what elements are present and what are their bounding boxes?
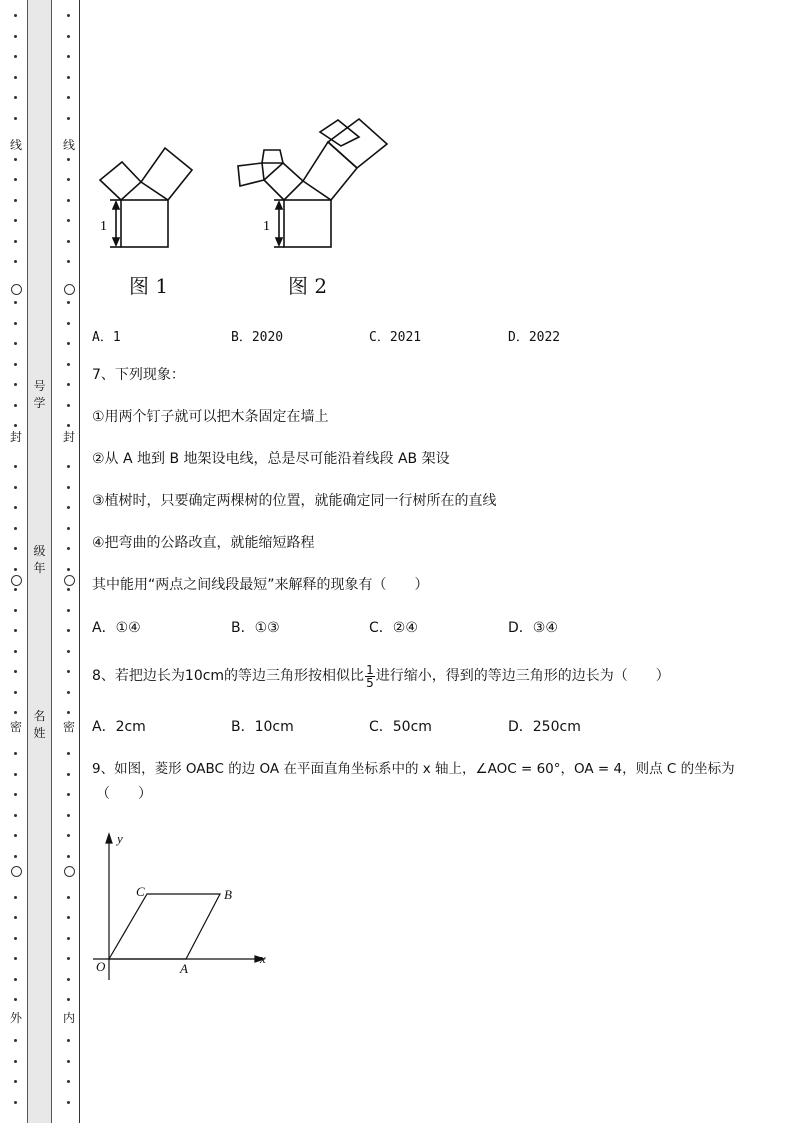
seal-dot xyxy=(14,260,17,263)
side-length-label-2: 1 xyxy=(263,219,270,234)
seal-dot xyxy=(14,957,17,960)
seal-dot xyxy=(67,76,70,79)
seal-dot xyxy=(67,547,70,550)
seal-dot xyxy=(14,55,17,58)
seal-dot xyxy=(14,568,17,571)
seal-dot xyxy=(67,486,70,489)
side-length-label-1: 1 xyxy=(100,219,107,234)
seal-dot xyxy=(14,1039,17,1042)
seal-dot xyxy=(14,691,17,694)
seal-dot xyxy=(67,178,70,181)
seal-dot xyxy=(67,55,70,58)
seal-dot xyxy=(14,609,17,612)
seal-dot xyxy=(67,609,70,612)
seal-dot xyxy=(14,855,17,858)
seal-dot xyxy=(14,752,17,755)
q8-option-b[interactable]: B．10cm xyxy=(231,719,294,735)
seal-dot xyxy=(14,937,17,940)
seal-dot xyxy=(14,916,17,919)
seal-dot xyxy=(67,670,70,673)
seal-dot xyxy=(67,424,70,427)
q8-text-before: 8、若把边长为10cm的等边三角形按相似比 xyxy=(92,668,365,684)
seal-circle-icon xyxy=(11,284,22,295)
seal-dot xyxy=(67,1080,70,1083)
q7-question: 其中能用“两点之间线段最短”来解释的现象有（ ） xyxy=(92,577,429,593)
q7-item-4: ④把弯曲的公路改直，就能缩短路程 xyxy=(92,535,315,551)
seal-dot xyxy=(67,978,70,981)
seal-dot xyxy=(14,383,17,386)
seal-dot xyxy=(14,588,17,591)
seal-dot xyxy=(67,14,70,17)
seal-dot xyxy=(14,629,17,632)
seal-dot xyxy=(67,998,70,1001)
q8-text-after: 进行缩小，得到的等边三角形的边长为（ ） xyxy=(375,668,670,684)
seal-char: 封 xyxy=(9,430,22,444)
seal-dot xyxy=(14,301,17,304)
q7-stem: 7、下列现象： xyxy=(92,367,185,383)
seal-dot xyxy=(67,301,70,304)
seal-dot xyxy=(14,834,17,837)
seal-dot xyxy=(14,158,17,161)
seal-dot xyxy=(14,711,17,714)
figure-2-caption: 图 2 xyxy=(288,274,328,298)
seal-dot xyxy=(67,814,70,817)
seal-char: 封 xyxy=(62,430,75,444)
student-info-label: 级 年 xyxy=(33,544,46,575)
seal-dot xyxy=(14,424,17,427)
seal-char: 线 xyxy=(9,138,22,152)
seal-dot xyxy=(67,322,70,325)
seal-dot xyxy=(67,1101,70,1104)
seal-char: 内 xyxy=(62,1011,75,1025)
seal-dot xyxy=(14,793,17,796)
seal-dot xyxy=(14,773,17,776)
seal-dot xyxy=(67,219,70,222)
seal-dot xyxy=(67,260,70,263)
seal-dot xyxy=(14,670,17,673)
seal-dot xyxy=(14,178,17,181)
seal-dot xyxy=(14,1101,17,1104)
seal-dot xyxy=(14,404,17,407)
seal-dot xyxy=(67,650,70,653)
rhombus-oabc xyxy=(109,894,220,959)
seal-dot xyxy=(67,527,70,530)
seal-dot xyxy=(67,793,70,796)
seal-dot xyxy=(14,506,17,509)
seal-dot xyxy=(67,896,70,899)
seal-circle-icon xyxy=(64,866,75,877)
rhombus-coordinate-figure xyxy=(92,830,282,990)
seal-dot xyxy=(67,117,70,120)
seal-dot xyxy=(67,629,70,632)
seal-dot xyxy=(14,896,17,899)
seal-dot xyxy=(67,158,70,161)
figure-1 xyxy=(100,148,192,247)
seal-dot xyxy=(14,96,17,99)
seal-char: 线 xyxy=(62,138,75,152)
seal-dot xyxy=(14,342,17,345)
seal-dot xyxy=(67,855,70,858)
seal-dot xyxy=(14,240,17,243)
q7-option-b[interactable]: B．①③ xyxy=(231,620,280,636)
seal-dot xyxy=(67,506,70,509)
seal-dot xyxy=(14,117,17,120)
q8-stem xyxy=(92,662,670,690)
seal-dot xyxy=(67,96,70,99)
seal-char: 密 xyxy=(9,720,22,734)
inner-seal-line xyxy=(62,0,76,1123)
fraction-numerator: 1 xyxy=(366,662,374,677)
seal-dot xyxy=(67,240,70,243)
q7-option-d[interactable]: D．③④ xyxy=(508,620,558,636)
student-info-label: 号 学 xyxy=(33,379,46,410)
seal-char: 密 xyxy=(62,720,75,734)
fraction-denominator: 5 xyxy=(366,675,374,690)
seal-dot xyxy=(67,711,70,714)
seal-dot xyxy=(67,383,70,386)
q7-item-2: ②从 A 地到 B 地架设电线，总是尽可能沿着线段 AB 架设 xyxy=(92,451,450,467)
y-axis-arrow-icon xyxy=(106,834,112,843)
point-a-label: A xyxy=(180,961,188,976)
seal-dot xyxy=(67,937,70,940)
seal-dot xyxy=(67,916,70,919)
seal-dot xyxy=(14,199,17,202)
seal-dot xyxy=(14,998,17,1001)
q7-item-1: ①用两个钉子就可以把木条固定在墙上 xyxy=(92,409,329,425)
seal-dot xyxy=(14,978,17,981)
seal-circle-icon xyxy=(11,575,22,586)
point-o-label: O xyxy=(96,959,106,974)
student-info-label: 名 姓 xyxy=(33,709,46,740)
figure-1-caption: 图 1 xyxy=(129,274,169,298)
q6-option-b[interactable]: B．2020 xyxy=(231,330,284,345)
seal-dot xyxy=(14,76,17,79)
outer-seal-line xyxy=(9,0,23,1123)
seal-dot xyxy=(67,752,70,755)
seal-dot xyxy=(14,322,17,325)
q7-option-c[interactable]: C．②④ xyxy=(369,620,418,636)
q7-option-a[interactable]: A．①④ xyxy=(92,620,141,636)
seal-dot xyxy=(67,773,70,776)
y-axis-label: y xyxy=(117,831,123,846)
q6-option-a[interactable]: A．1 xyxy=(92,330,121,345)
seal-dot xyxy=(67,568,70,571)
seal-char: 外 xyxy=(9,1011,22,1025)
seal-dot xyxy=(14,1080,17,1083)
margin-rule xyxy=(79,0,80,1123)
seal-dot xyxy=(67,1060,70,1063)
seal-dot xyxy=(67,691,70,694)
seal-dot xyxy=(67,363,70,366)
seal-dot xyxy=(14,814,17,817)
seal-dot xyxy=(14,35,17,38)
seal-dot xyxy=(14,465,17,468)
q9-stem: 9、如图，菱形 OABC 的边 OA 在平面直角坐标系中的 x 轴上，∠AOC = 60°，OA = 4，则点 C 的坐标为 xyxy=(92,761,735,777)
seal-dot xyxy=(67,1039,70,1042)
x-axis-label: x xyxy=(260,951,266,966)
point-c-label: C xyxy=(136,884,145,899)
q8-option-c[interactable]: C．50cm xyxy=(369,719,432,735)
seal-dot xyxy=(14,527,17,530)
seal-dot xyxy=(67,35,70,38)
seal-dot xyxy=(67,342,70,345)
q9-answer-blank: （ ） xyxy=(96,786,152,802)
q6-option-c[interactable]: C．2021 xyxy=(369,330,422,345)
seal-dot xyxy=(67,404,70,407)
ratio-fraction xyxy=(365,664,375,689)
binding-margin xyxy=(0,0,82,1123)
seal-dot xyxy=(67,834,70,837)
q7-item-3: ③植树时，只要确定两棵树的位置，就能确定同一行树所在的直线 xyxy=(92,493,497,509)
seal-circle-icon xyxy=(11,866,22,877)
seal-dot xyxy=(67,588,70,591)
figure-2 xyxy=(238,119,387,247)
seal-circle-icon xyxy=(64,575,75,586)
seal-dot xyxy=(67,465,70,468)
q6-option-d[interactable]: D．2022 xyxy=(508,330,561,345)
q8-option-d[interactable]: D．250cm xyxy=(508,719,581,735)
seal-dot xyxy=(67,199,70,202)
seal-dot xyxy=(14,650,17,653)
point-b-label: B xyxy=(224,887,232,902)
seal-dot xyxy=(14,363,17,366)
seal-dot xyxy=(14,14,17,17)
seal-dot xyxy=(14,486,17,489)
seal-dot xyxy=(14,547,17,550)
seal-dot xyxy=(67,957,70,960)
seal-dot xyxy=(14,1060,17,1063)
seal-circle-icon xyxy=(64,284,75,295)
q8-option-a[interactable]: A．2cm xyxy=(92,719,146,735)
seal-dot xyxy=(14,219,17,222)
